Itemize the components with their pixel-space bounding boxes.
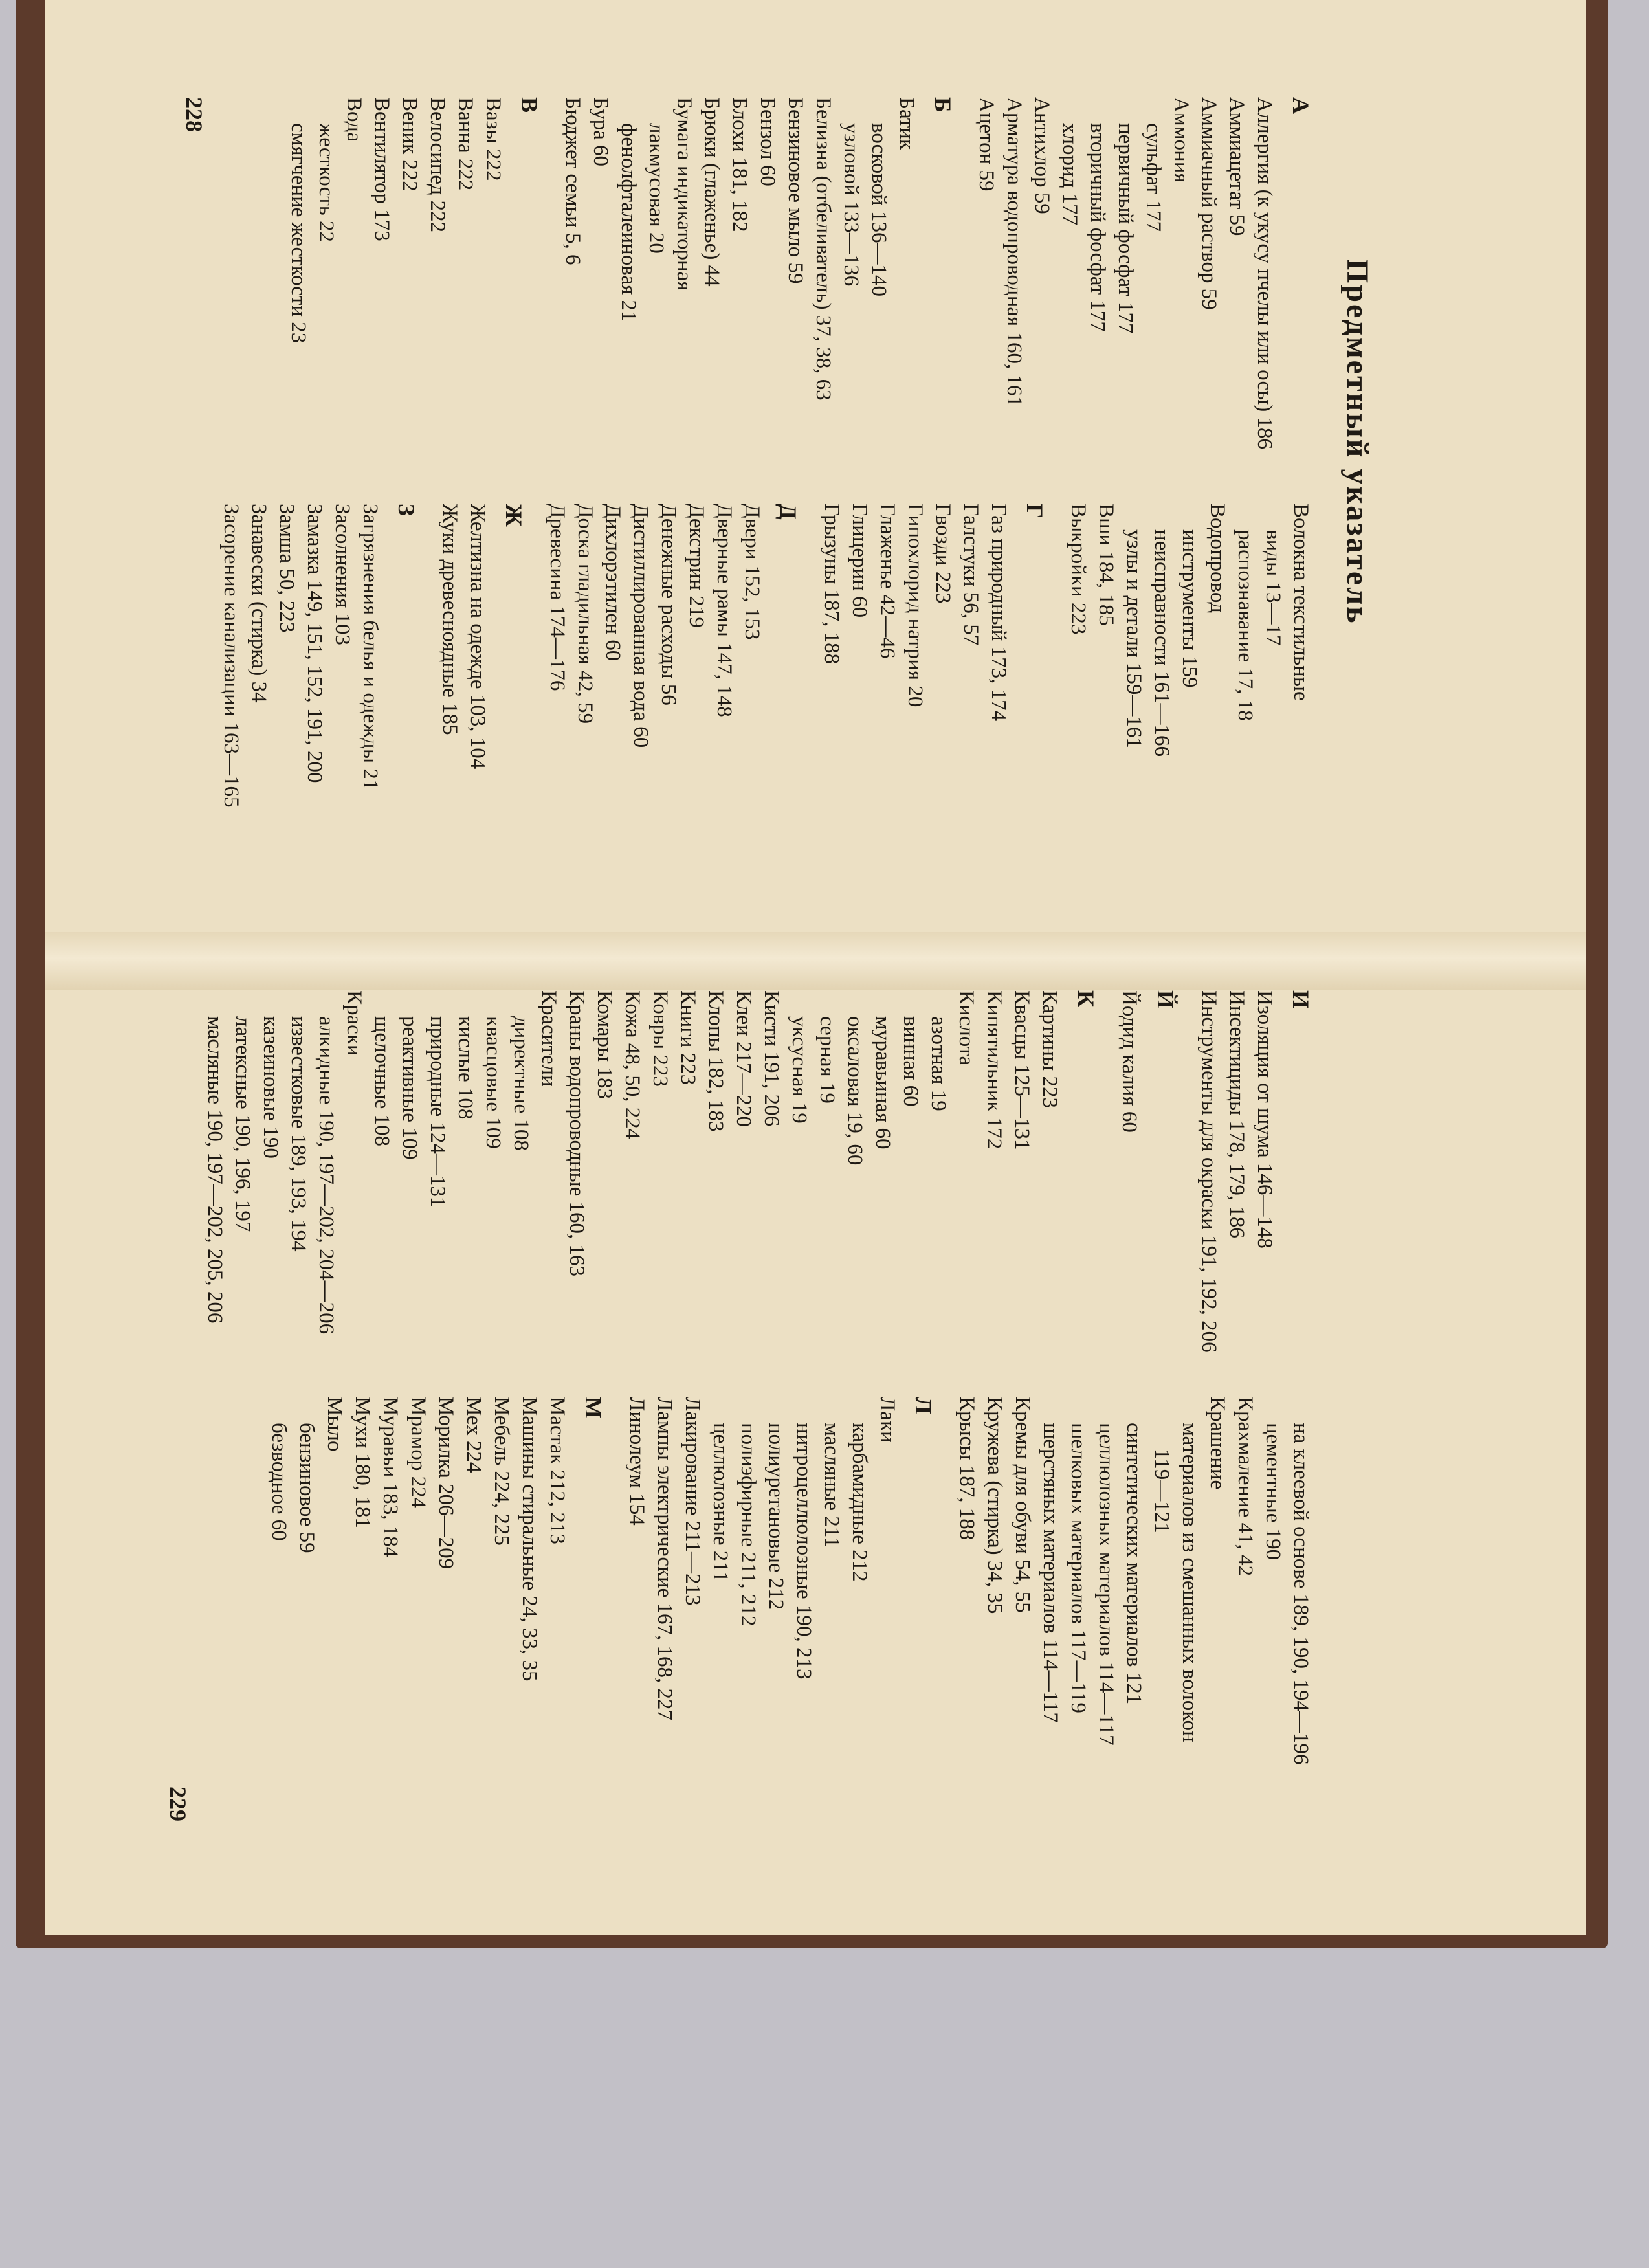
index-entry: Краски [342, 990, 366, 1056]
index-entry: Машины стиральные 24, 33, 35 [518, 1397, 541, 1682]
index-entry: Бюджет семьи 5, 6 [561, 97, 584, 265]
index-subentry: хлорид 177 [1058, 123, 1081, 226]
index-entry: Клеи 217—220 [732, 990, 755, 1128]
index-entry: Мех 224 [462, 1397, 485, 1473]
index-entry: Двери 152, 153 [740, 504, 764, 640]
index-subentry: серная 19 [815, 1016, 839, 1104]
index-entry: Мастак 212, 213 [546, 1397, 569, 1544]
index-entry: Гипохлорид натрия 20 [903, 504, 927, 707]
index-entry: Глаженье 42—46 [876, 504, 899, 659]
index-subentry: вторичный фосфат 177 [1086, 123, 1109, 332]
index-entry: Мыло [323, 1397, 346, 1452]
index-entry: Кружева (стирка) 34, 35 [983, 1397, 1006, 1614]
index-subentry: полиэфирные 211, 212 [736, 1423, 760, 1627]
index-subentry: нитроцеллюлозные 190, 213 [792, 1423, 815, 1680]
index-entry: Кисти 191, 206 [760, 990, 783, 1127]
index-subentry: целлюлозные 211 [709, 1423, 732, 1583]
index-letter-heading: Д [775, 504, 801, 520]
index-subentry: шелковых материалов 117—119 [1067, 1423, 1090, 1713]
index-letter-heading: К [1073, 990, 1099, 1008]
index-subentry: узловой 133—136 [839, 123, 863, 287]
index-entry: Книги 223 [676, 990, 700, 1085]
index-subentry: виды 13—17 [1261, 529, 1285, 646]
index-entry: Мухи 180, 181 [351, 1397, 374, 1528]
index-entry: Мебель 224, 225 [490, 1397, 513, 1546]
index-subentry: муравьиная 60 [871, 1016, 894, 1150]
index-column [217, 504, 1314, 879]
index-entry: Антихлор 59 [1030, 97, 1054, 214]
index-subentry: масляные 190, 197—202, 205, 206 [203, 1016, 227, 1324]
index-columns [201, 990, 1314, 1871]
index-subentry: шерстяных материалов 114—117 [1039, 1423, 1062, 1723]
index-entry: Дверные рамы 147, 148 [713, 504, 736, 717]
index-subentry: безводное 60 [267, 1423, 291, 1541]
index-entry: Брюки (глаженье) 44 [700, 97, 724, 287]
index-subentry: полиуретановые 212 [764, 1423, 788, 1610]
index-subentry: фенолфталеиновая 21 [617, 123, 640, 322]
index-entry: Красители [537, 990, 560, 1087]
index-subentry: природные 124—131 [426, 1016, 449, 1208]
index-entry: Квасцы 125—131 [1010, 990, 1034, 1150]
index-subentry: щелочные 108 [370, 1016, 393, 1146]
index-entry: Аллергия (к укусу пчелы или осы) 186 [1253, 97, 1276, 450]
index-subentry: винная 60 [899, 1016, 922, 1107]
index-entry: Бумага индикаторная [672, 97, 696, 291]
index-subentry: инструменты 159 [1178, 529, 1201, 688]
index-entry: Блохи 181, 182 [728, 97, 751, 232]
index-letter-heading: Й [1153, 990, 1179, 1009]
index-subentry: синтетических материалов 121 [1122, 1423, 1145, 1705]
index-subentry: узлы и детали 159—161 [1122, 529, 1145, 748]
index-entry: Арматура водопроводная 160, 161 [1002, 97, 1026, 406]
index-entry: Картины 223 [1038, 990, 1061, 1108]
index-entry: Белизна (отбеливатель) 37, 38, 63 [812, 97, 835, 401]
index-subentry: азотная 19 [927, 1016, 950, 1111]
index-subentry: директные 108 [509, 1016, 533, 1151]
index-letter-heading: З [393, 504, 419, 517]
page-title: Предметный указатель [1340, 259, 1375, 625]
index-entry: Крахмаление 41, 42 [1234, 1397, 1257, 1577]
index-entry: Веник 222 [398, 97, 421, 192]
index-letter-heading: В [516, 97, 542, 113]
index-entry: Декстрин 219 [685, 504, 708, 628]
index-letter-heading: И [1288, 990, 1314, 1009]
index-entry: Бура 60 [589, 97, 612, 167]
index-entry: Загрязнения белья и одежды 21 [359, 504, 382, 790]
index-entry: Волокна текстильные [1289, 504, 1312, 701]
index-entry: Велосипед 222 [426, 97, 449, 233]
index-entry: Батик [895, 97, 918, 150]
index-subentry: реактивные 109 [398, 1016, 421, 1160]
index-entry: Вазы 222 [481, 97, 505, 181]
index-entry: Жуки древесноядные 185 [438, 504, 461, 735]
index-letter-heading: М [581, 1397, 606, 1419]
index-entry: Вода [342, 97, 366, 142]
index-letter-heading: Ж [501, 504, 527, 527]
index-subentry: материалов из смешанных волокон 119—121 [1150, 1423, 1201, 1742]
index-entry: Изоляция от шума 146—148 [1253, 990, 1276, 1249]
index-subentry: смягчение жесткости 23 [287, 123, 310, 344]
index-entry: Вши 184, 185 [1094, 504, 1118, 626]
index-entry: Дихлорэтилен 60 [601, 504, 625, 662]
index-letter-heading: Л [911, 1397, 936, 1414]
index-subentry: жесткость 22 [315, 123, 338, 242]
index-entry: Ковры 223 [648, 990, 672, 1087]
index-entry: Гвозди 223 [931, 504, 955, 604]
index-entry: Занавески (стирка) 34 [247, 504, 271, 703]
index-entry: Вентилятор 173 [370, 97, 393, 241]
index-entry: Древесина 174—176 [546, 504, 569, 691]
index-entry: Водопровод [1206, 504, 1229, 614]
book-gutter [45, 932, 1586, 990]
page-title-spacer [1336, 1152, 1375, 1871]
index-columns [217, 97, 1314, 893]
index-subentry: алкидные 190, 197—202, 204—206 [315, 1016, 338, 1335]
index-subentry: казеиновые 190 [259, 1016, 282, 1159]
index-column [201, 990, 1314, 1366]
index-entry: Крашение [1206, 1397, 1229, 1490]
index-subentry: карбамидные 212 [848, 1423, 871, 1582]
index-subentry: известковые 189, 193, 194 [287, 1016, 310, 1252]
index-entry: Аммиачный раствор 59 [1197, 97, 1221, 310]
index-entry: Кипятильник 172 [982, 990, 1006, 1150]
index-entry: Йодид калия 60 [1118, 990, 1141, 1133]
index-entry: Кремы для обуви 54, 55 [1011, 1397, 1034, 1613]
index-entry: Замазка 149, 151, 152, 191, 200 [303, 504, 326, 783]
index-entry: Бензиновое мыло 59 [784, 97, 807, 284]
index-letter-heading: Г [1022, 504, 1048, 518]
index-entry: Крысы 187, 188 [955, 1397, 979, 1540]
index-entry: Кожа 48, 50, 224 [621, 990, 644, 1140]
index-subentry: цементные 190 [1261, 1423, 1285, 1561]
index-entry: Выкройки 223 [1067, 504, 1090, 635]
index-entry: Глицерин 60 [848, 504, 871, 618]
index-subentry: целлюлозных материалов 114—117 [1094, 1423, 1118, 1746]
index-entry: Линолеум 154 [625, 1397, 648, 1526]
index-entry: Дистиллированная вода 60 [629, 504, 652, 748]
index-entry: Мрамор 224 [406, 1397, 430, 1509]
index-entry: Лампы электрические 167, 168, 227 [653, 1397, 676, 1721]
index-subentry: бензиновое 59 [295, 1423, 318, 1553]
index-entry: Грызуны 187, 188 [820, 504, 843, 665]
right-page [146, 990, 1375, 1871]
index-column [217, 97, 1314, 472]
index-entry: Денежные расходы 56 [657, 504, 680, 706]
index-subentry: сульфат 177 [1142, 123, 1165, 232]
index-entry: Ванна 222 [454, 97, 477, 191]
index-entry: Комары 183 [593, 990, 616, 1099]
index-entry: Краны водопроводные 160, 163 [565, 990, 588, 1277]
left-page [146, 97, 1375, 893]
index-entry: Морилка 206—209 [434, 1397, 458, 1570]
index-letter-heading: Б [930, 97, 956, 113]
index-entry: Лаки [876, 1397, 899, 1443]
index-subentry: латексные 190, 196, 197 [231, 1016, 254, 1232]
page-number: 228 [181, 97, 207, 132]
index-entry: Аммония [1169, 97, 1193, 183]
index-subentry: уксусная 19 [788, 1016, 811, 1124]
index-entry: Засолнения 103 [331, 504, 354, 645]
index-subentry: распознавание 17, 18 [1234, 529, 1257, 721]
index-entry: Замша 50, 223 [275, 504, 298, 633]
index-entry: Ацетон 59 [975, 97, 998, 192]
index-entry: Инсектициды 178, 179, 186 [1225, 990, 1248, 1238]
index-letter-heading: А [1288, 97, 1314, 114]
index-subentry: лакмусовая 20 [645, 123, 668, 254]
index-subentry: кислые 108 [454, 1016, 477, 1120]
index-subentry: первичный фосфат 177 [1114, 123, 1137, 334]
index-entry: Лакирование 211—213 [681, 1397, 704, 1606]
index-entry: Газ природный 173, 174 [987, 504, 1010, 722]
index-entry: Желтизна на одежде 103, 104 [466, 504, 489, 770]
index-entry: Инструменты для окраски 191, 192, 206 [1197, 990, 1221, 1353]
index-entry: Клопы 182, 183 [704, 990, 727, 1132]
index-subentry: квасцовые 109 [481, 1016, 505, 1149]
index-entry: Муравьи 183, 184 [379, 1397, 402, 1558]
index-entry: Галстуки 56, 57 [959, 504, 982, 646]
index-subentry: восковой 136—140 [867, 123, 891, 296]
index-subentry: оксаловая 19, 60 [843, 1016, 867, 1166]
index-entry: Бензол 60 [756, 97, 779, 186]
index-entry: Доска гладильная 42, 59 [573, 504, 597, 724]
index-entry: Кислота [955, 990, 978, 1066]
index-subentry: на клеевой основе 189, 190, 194—196 [1289, 1423, 1312, 1765]
index-entry: Засорение канализации 163—165 [219, 504, 243, 808]
index-entry: Аммиацетат 59 [1225, 97, 1248, 236]
index-subentry: масляные 211 [820, 1423, 843, 1548]
page-number: 229 [165, 1786, 191, 1821]
index-subentry: неисправности 161—166 [1150, 529, 1173, 757]
index-column [201, 1397, 1314, 1772]
